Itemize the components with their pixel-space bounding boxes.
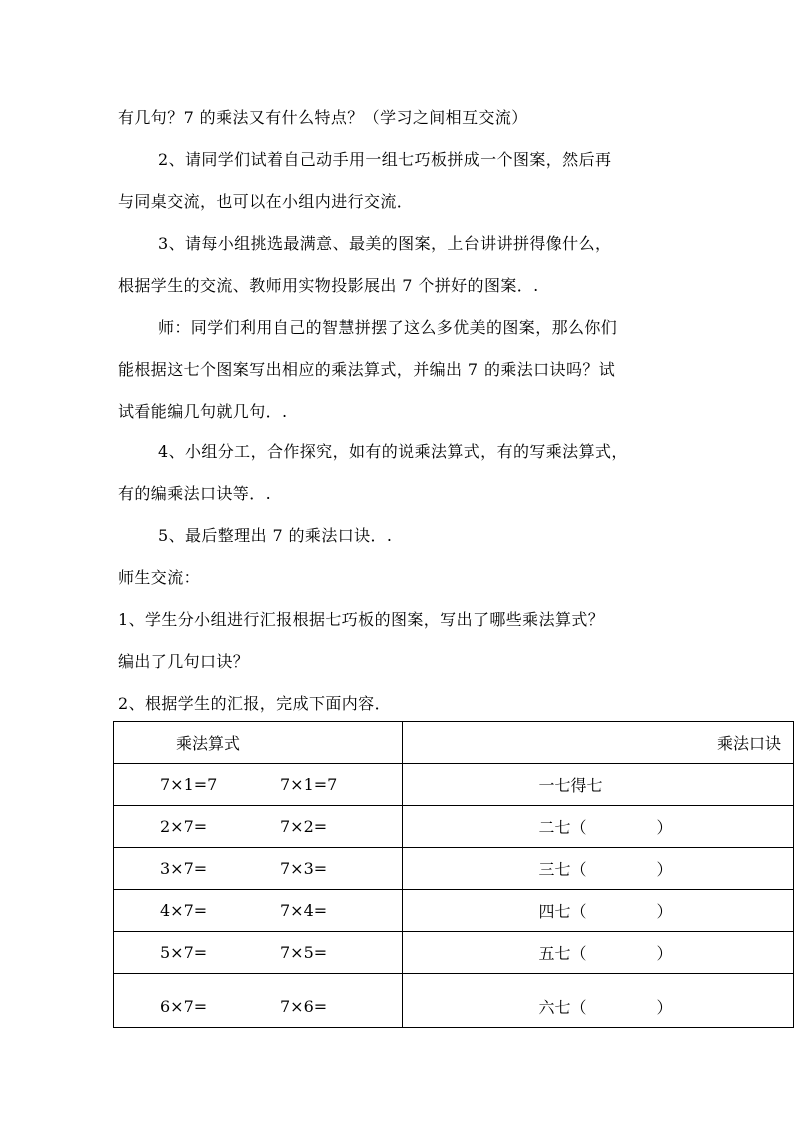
equation-b: 7×2= — [280, 817, 328, 836]
equation-a: 2×7= — [160, 817, 208, 836]
paren-close: ） — [656, 998, 673, 1017]
paragraph-line: 师：同学们利用自己的智慧拼摆了这么多优美的图案，那么你们 — [158, 318, 618, 337]
equation-cell — [114, 974, 403, 1028]
rhyme-text: 三七 — [538, 860, 571, 879]
equation-b: 7×3= — [280, 859, 328, 878]
rhyme-text: 一七得七 — [538, 776, 603, 795]
paragraph-line: 5、最后整理出 7 的乘法口诀．. — [158, 526, 393, 545]
paragraph-line: 1、学生分小组进行汇报根据七巧板的图案，写出了哪些乘法算式？ — [118, 610, 605, 629]
equation-b: 7×6= — [280, 997, 328, 1016]
rhyme-cell — [403, 890, 794, 932]
paren-close: ） — [656, 818, 673, 837]
paren-open: （ — [570, 998, 587, 1017]
paren-open: （ — [570, 902, 587, 921]
paragraph-line: 试看能编几句就几句．. — [118, 402, 288, 421]
paren-close: ） — [656, 860, 673, 879]
rhyme-text: 五七 — [538, 944, 571, 963]
rhyme-cell — [403, 848, 794, 890]
paragraph-line: 师生交流： — [118, 568, 201, 587]
rhyme-text: 四七 — [538, 902, 571, 921]
equation-b: 7×4= — [280, 901, 328, 920]
paren-open: （ — [570, 818, 587, 837]
table-row — [114, 974, 794, 1028]
paragraph-line: 有的编乘法口诀等．. — [118, 484, 272, 503]
rhyme-cell — [403, 974, 794, 1028]
multiplication-table — [113, 721, 794, 1028]
rhyme-text: 六七 — [538, 998, 571, 1017]
equation-a: 5×7= — [160, 943, 208, 962]
equation-b: 7×5= — [280, 943, 328, 962]
rhyme-text: 二七 — [538, 818, 571, 837]
rhyme-cell — [403, 764, 794, 806]
table-row — [114, 890, 794, 932]
paren-open: （ — [570, 944, 587, 963]
equation-cell — [114, 848, 403, 890]
rhyme-cell — [403, 932, 794, 974]
table-row — [114, 764, 794, 806]
table-row — [114, 848, 794, 890]
rhyme-cell — [403, 806, 794, 848]
table-header-row — [114, 722, 794, 764]
paragraph-line: 能根据这七个图案写出相应的乘法算式，并编出 7 的乘法口诀吗？试 — [118, 360, 616, 379]
paren-open: （ — [570, 860, 587, 879]
equation-cell — [114, 806, 403, 848]
header-rhymes: 乘法口诀 — [403, 722, 794, 764]
paragraph-line: 根据学生的交流、教师用实物投影展出 7 个拼好的图案．. — [118, 276, 539, 295]
equation-cell — [114, 764, 403, 806]
equation-a: 3×7= — [160, 859, 208, 878]
table-row — [114, 806, 794, 848]
paragraph-line: 与同桌交流，也可以在小组内进行交流． — [118, 192, 414, 211]
equation-cell — [114, 890, 403, 932]
equation-cell — [114, 932, 403, 974]
paragraph-line: 2、根据学生的汇报，完成下面内容． — [118, 694, 391, 713]
paragraph-line: 有几句？7 的乘法又有什么特点？（学习之间相互交流） — [118, 108, 528, 127]
paren-close: ） — [656, 902, 673, 921]
equation-b: 7×1=7 — [280, 775, 338, 794]
table-row — [114, 932, 794, 974]
equation-a: 6×7= — [160, 997, 208, 1016]
paragraph-line: 编出了几句口诀？ — [118, 652, 250, 671]
paragraph-line: 2、请同学们试着自己动手用一组七巧板拼成一个图案，然后再 — [158, 150, 612, 169]
paren-close: ） — [656, 944, 673, 963]
header-equations: 乘法算式 — [114, 722, 403, 764]
equation-a: 4×7= — [160, 901, 208, 920]
equation-a: 7×1=7 — [160, 775, 218, 794]
paragraph-line: 4、小组分工，合作探究，如有的说乘法算式，有的写乘法算式， — [158, 442, 628, 461]
paragraph-line: 3、请每小组挑选最满意、最美的图案，上台讲讲拼得像什么， — [158, 234, 612, 253]
